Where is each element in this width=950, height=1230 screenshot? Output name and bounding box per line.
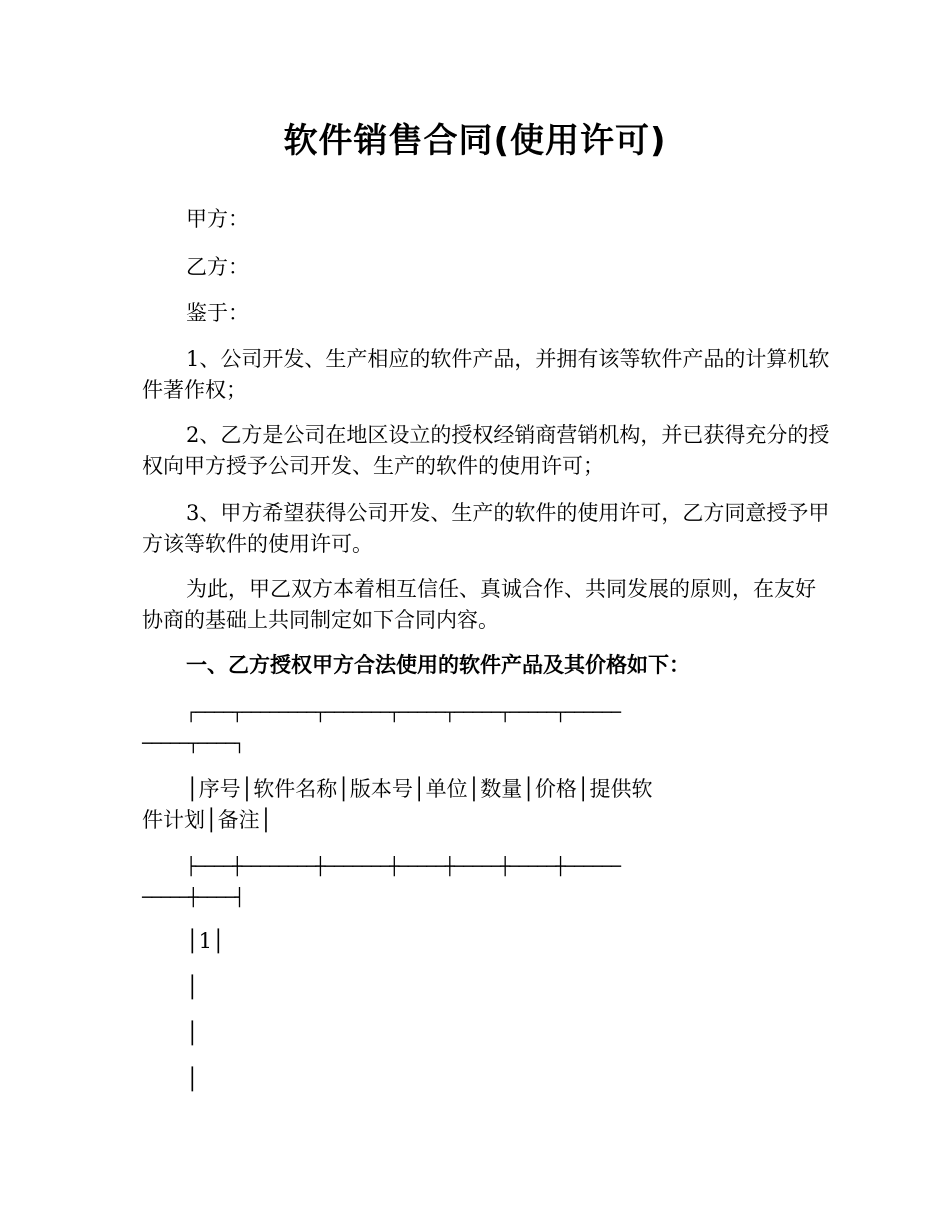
table-row-b-text: │ [186, 1021, 199, 1045]
table-mid-border [142, 850, 822, 883]
clause-3: 3、甲方希望获得公司开发、生产的软件的使用许可，乙方同意授予甲方该等软件的使用许可。 [142, 501, 830, 556]
table-row [142, 1064, 822, 1095]
table-row [142, 1018, 822, 1049]
table-row-1-text: │1│ [186, 929, 225, 953]
table-row-a-text: │ [186, 975, 199, 999]
table-header-text-2: 件计划│备注│ [142, 808, 273, 832]
table-top-border [142, 696, 822, 729]
table-row [142, 972, 822, 1003]
preamble-paragraph: 为此，甲乙双方本着相互信任、真诚合作、共同发展的原则，在友好协商的基础上共同制定如下合同内容。 [142, 577, 816, 632]
table-mid-border-line-1: ├────┼────────┼───────┼─────┼─────┼─────┼────── [186, 857, 621, 877]
table-top-border-line-2: ─────┬────┐ [142, 734, 244, 754]
table-header-row [142, 774, 822, 805]
table-top-border-cont [142, 727, 822, 760]
table-header-text-1: │序号│软件名称│版本号│单位│数量│价格│提供软 [186, 777, 653, 801]
table-row [142, 926, 822, 957]
clause-2: 2、乙方是公司在地区设立的授权经销商营销机构，并已获得充分的授权向甲方授予公司开发、生产的软件的使用许可； [142, 423, 830, 478]
whereas-label: 鉴于： [186, 301, 249, 325]
table-top-border-line-1: ┌────┬────────┬───────┬─────┬─────┬─────┬────── [186, 703, 621, 723]
table-row-c-text: │ [186, 1067, 199, 1091]
party-a-label: 甲方： [186, 207, 249, 231]
document-title: 软件销售合同(使用许可) [283, 121, 667, 161]
table-header-row-cont [142, 805, 822, 836]
section-1-heading: 一、乙方授权甲方合法使用的软件产品及其价格如下： [186, 653, 690, 677]
table-mid-border-cont [142, 881, 822, 914]
table-mid-border-line-2: ─────┼────┤ [142, 888, 244, 908]
clause-1: 1、公司开发、生产相应的软件产品，并拥有该等软件产品的计算机软件著作权； [142, 347, 830, 402]
party-b-label: 乙方： [186, 255, 249, 279]
